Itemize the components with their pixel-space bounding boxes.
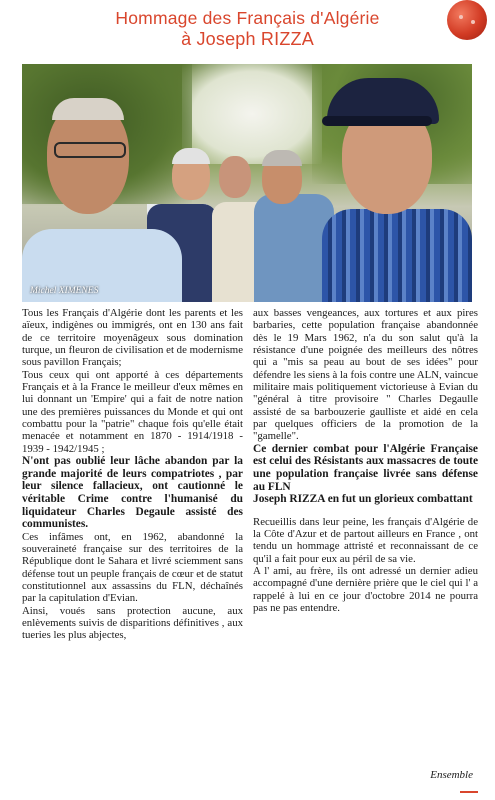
- left-column: [22, 307, 243, 642]
- footer-rule: [460, 791, 478, 793]
- paragraph: Tous les Français d'Algérie dont les parents et les aïeux, indigènes ou immigrés, ont en 130 ans fait de ce territoire moyenâgeux sous domination turque, un fleuron de civilisation et de modernisme sous pavillon Français;: [22, 307, 243, 369]
- paragraph-bold: Joseph RIZZA en fut un glorieux combattant: [253, 493, 473, 506]
- paragraph-bold: N'ont pas oublié leur lâche abandon par la grande majorité de leurs compatriotes , par leur silence fallacieux, ont cautionné le véritable Crime contre l'humanisé du liquidateur Charles Degaule assisté des communistes.: [22, 455, 243, 531]
- paragraph: aux basses vengeances, aux tortures et aux pires barbaries, cette population française abandonnée dès le 19 Mars 1962, n'a du son salut qu'à la résistance d'une poignée des meilleurs des nôtres qui a "mis sa peau au bout de ses idées" pour défendre les siens à la fois contre une ALN, vaincue militaire mais politiquement victorieuse à Evian du "général à titre provisoire " Charles Degaulle assisté de sa barbouzerie gaulliste et aidé en cela par quelques officiers de la promotion de la "gamelle".: [253, 307, 478, 443]
- article-photo: [22, 64, 472, 302]
- paragraph: A l' ami, au frère, ils ont adressé un dernier adieu accompagné d'une dernière prière que le ciel qui l' a rappelé à lui en ce jour d'octobre 2014 ne pourra pas ne pas entendre.: [253, 565, 478, 615]
- title-line-1: Hommage des Français d'Algérie: [115, 8, 380, 28]
- title-line-2: à Joseph RIZZA: [181, 29, 314, 49]
- paragraph-bold: Ce dernier combat pour l'Algérie Française est celui des Résistants aux massacres de toute une population française livrée sans défense au FLN: [253, 442, 478, 493]
- right-column: [253, 307, 478, 615]
- photo-credit: Michel XIMENES: [30, 286, 99, 296]
- signature: Ensemble: [430, 769, 473, 781]
- paragraph: Ces infâmes ont, en 1962, abandonné la souveraineté française sur des territoires de la République dont le Sahara et livré sciemment sans défense tout un peuple français de cœur et de statut constitutionnel aux assassins du FLN, déchaînés par la capitulation d'Evian.: [22, 530, 243, 605]
- paragraph: Recueillis dans leur peine, les français d'Algérie de la Côte d'Azur et de partout ailleurs en France , ont tendu un hommage attristé et reconnaissant de ce qu'il a fait pour eux au péril de sa vie.: [253, 515, 478, 565]
- paragraph: Ainsi, voués sans protection aucune, aux enlèvements suivis de disparitions définitives , aux tueries les plus abjectes,: [22, 604, 243, 642]
- paragraph: Tous ceux qui ont apporté à ces départements Français et à la France le meilleur d'eux mêmes en lui donnant un 'Empire' qui a fait de notre nation une des premières puissances du Monde et qui ont combattu pour la "patrie" chaque fois qu'elle était menacée et notamment en 1870 - 1914/1918 - 1939 - 1942/1945 ;: [22, 368, 243, 455]
- article-title: [0, 8, 495, 50]
- decorative-ball-icon: [447, 0, 487, 40]
